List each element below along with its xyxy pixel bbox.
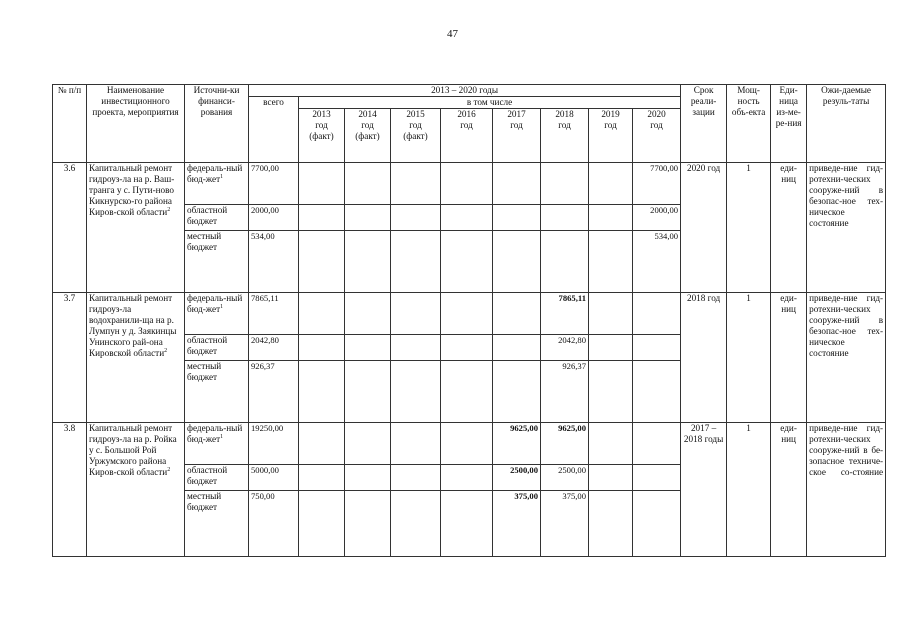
year-value-empty [299, 423, 345, 465]
table-row [53, 293, 886, 335]
header-year [589, 109, 633, 163]
year-value-empty [299, 335, 345, 361]
header-year [299, 109, 345, 163]
total-value: 2042,80 [249, 335, 299, 361]
funding-source: областной бюджет [187, 465, 228, 486]
header-year-line1: 2015 [406, 109, 425, 119]
header-year-line2: год [558, 120, 571, 130]
header-year [633, 109, 681, 163]
header-year-line2: год [361, 120, 374, 130]
year-value-empty [345, 231, 391, 293]
year-2018-value: 7865,11 [541, 293, 589, 335]
funding-source-cell [185, 163, 249, 205]
total-value: 926,37 [249, 361, 299, 423]
funding-source: местный бюджет [187, 231, 222, 252]
project-name-footnote: 2 [167, 466, 171, 473]
year-2017-value: 9625,00 [493, 423, 541, 465]
funding-source-cell [185, 491, 249, 557]
year-value-empty [345, 423, 391, 465]
year-value-empty [299, 231, 345, 293]
project-name-cell [87, 423, 185, 557]
project-result: приведе-ние гид-ротехни-ческих сооруже-ний в безопас-ное тех-ническое состояние [807, 163, 886, 293]
year-2020-value: 7700,00 [633, 163, 681, 205]
year-2017-value: 375,00 [493, 491, 541, 557]
table-row [53, 163, 886, 205]
year-value-empty [441, 491, 493, 557]
header-year-line1: 2014 [358, 109, 377, 119]
year-value-empty [345, 163, 391, 205]
project-capacity: 1 [727, 293, 771, 423]
year-value-empty [345, 361, 391, 423]
year-2020-value [633, 423, 681, 465]
total-value: 2000,00 [249, 205, 299, 231]
year-value-empty [589, 205, 633, 231]
header-year-line1: 2017 [507, 109, 526, 119]
year-2020-value: 2000,00 [633, 205, 681, 231]
funding-source: федераль-ный бюд-жет [187, 423, 243, 444]
year-value-empty [391, 423, 441, 465]
project-term: 2020 год [681, 163, 727, 293]
year-value-empty [441, 205, 493, 231]
header-year-line3: (факт) [355, 131, 380, 141]
year-value-empty [441, 361, 493, 423]
project-unit: еди-ниц [771, 423, 807, 557]
project-name: Капитальный ремонт гидроуз-ла на р. Ройка у с. Большой Рой Уржумского района Киров-ской области [89, 423, 177, 477]
year-2018-value: 9625,00 [541, 423, 589, 465]
year-2020-value [633, 361, 681, 423]
year-2017-value: 2500,00 [493, 465, 541, 491]
year-value-empty [299, 205, 345, 231]
year-value-empty [299, 361, 345, 423]
project-result: приведе-ние гид-ротехни-ческих сооруже-ний в бе-зопасное техниче-ское со-стояние [807, 423, 886, 557]
header-name: Наименование инвестиционного проекта, мероприятия [87, 85, 185, 163]
year-value-empty [299, 491, 345, 557]
funding-source-cell [185, 231, 249, 293]
total-value: 7865,11 [249, 293, 299, 335]
project-unit: еди-ниц [771, 293, 807, 423]
header-year [493, 109, 541, 163]
project-term: 2018 год [681, 293, 727, 423]
year-2018-value: 375,00 [541, 491, 589, 557]
header-year [441, 109, 493, 163]
year-value-empty [589, 335, 633, 361]
year-value-empty [391, 231, 441, 293]
year-value-empty [345, 465, 391, 491]
year-value-empty [345, 335, 391, 361]
funding-source: федераль-ный бюд-жет [187, 163, 243, 184]
header-capacity: Мощ-ность объ-екта [727, 85, 771, 163]
year-2020-value [633, 491, 681, 557]
header-year-line2: год [315, 120, 328, 130]
header-year-line3: (факт) [309, 131, 334, 141]
funding-source-cell [185, 361, 249, 423]
header-year [391, 109, 441, 163]
year-value-empty [589, 361, 633, 423]
project-name: Капитальный ремонт гидроуз-ла на р. Ваш-транга у с. Пути-ново Кикнурско-го района Киров-ской области [89, 163, 175, 217]
year-value-empty [441, 423, 493, 465]
project-name-footnote: 2 [167, 206, 171, 213]
year-2017-value [493, 361, 541, 423]
year-2017-value [493, 293, 541, 335]
funding-source-cell [185, 335, 249, 361]
project-result: приведе-ние гид-ротехни-ческих сооруже-ний в безопас-ное тех-ническое состояние [807, 293, 886, 423]
header-year-line1: 2013 [312, 109, 331, 119]
year-2020-value: 534,00 [633, 231, 681, 293]
year-value-empty [589, 491, 633, 557]
header-num: № п/п [53, 85, 87, 163]
total-value: 750,00 [249, 491, 299, 557]
header-year-line2: год [650, 120, 663, 130]
funding-source: федераль-ный бюд-жет [187, 293, 243, 314]
total-value: 5000,00 [249, 465, 299, 491]
year-2018-value [541, 163, 589, 205]
header-total: всего [249, 97, 299, 163]
funding-source-cell [185, 293, 249, 335]
funding-source: местный бюджет [187, 361, 222, 382]
header-term: Срок реали-зации [681, 85, 727, 163]
funding-source-footnote: 1 [220, 173, 224, 180]
year-value-empty [441, 231, 493, 293]
year-value-empty [441, 335, 493, 361]
header-source: Источни-ки финанси-рования [185, 85, 249, 163]
header-year-line1: 2020 [647, 109, 666, 119]
year-value-empty [299, 293, 345, 335]
header-year-line2: год [460, 120, 473, 130]
year-2020-value [633, 465, 681, 491]
header-year-line1: 2018 [555, 109, 574, 119]
total-value: 7700,00 [249, 163, 299, 205]
project-num: 3.7 [53, 293, 87, 423]
project-name-cell [87, 163, 185, 293]
year-2017-value [493, 335, 541, 361]
year-value-empty [391, 205, 441, 231]
funding-source-cell [185, 205, 249, 231]
header-year [541, 109, 589, 163]
project-name-footnote: 2 [164, 347, 168, 354]
header-year-line2: год [409, 120, 422, 130]
header-year [345, 109, 391, 163]
header-results: Ожи-даемые резуль-таты [807, 85, 886, 163]
project-name: Капитальный ремонт гидроуз-ла водохранили-ща на р. Лумпун у д. Заякинцы Унинского рай-она Кировской области [89, 293, 177, 358]
funding-source-footnote: 1 [220, 433, 224, 440]
year-value-empty [391, 491, 441, 557]
year-2018-value: 2042,80 [541, 335, 589, 361]
year-2017-value [493, 205, 541, 231]
header-year-line3: (факт) [403, 131, 428, 141]
total-value: 534,00 [249, 231, 299, 293]
total-value: 19250,00 [249, 423, 299, 465]
project-name-cell [87, 293, 185, 423]
funding-source: областной бюджет [187, 335, 228, 356]
year-value-empty [441, 465, 493, 491]
year-2020-value [633, 293, 681, 335]
header-year-line2: год [510, 120, 523, 130]
header-year-line2: год [604, 120, 617, 130]
year-2017-value [493, 231, 541, 293]
year-value-empty [299, 465, 345, 491]
project-num: 3.8 [53, 423, 87, 557]
year-2017-value [493, 163, 541, 205]
year-value-empty [589, 163, 633, 205]
year-2018-value: 926,37 [541, 361, 589, 423]
project-num: 3.6 [53, 163, 87, 293]
header-unit: Еди-ница из-ме-ре-ния [771, 85, 807, 163]
investment-table [52, 84, 886, 557]
header-period: 2013 – 2020 годы [249, 85, 681, 97]
year-value-empty [589, 231, 633, 293]
year-value-empty [391, 293, 441, 335]
year-value-empty [299, 163, 345, 205]
project-term: 2017 – 2018 годы [681, 423, 727, 557]
year-value-empty [589, 465, 633, 491]
funding-source-cell [185, 423, 249, 465]
year-value-empty [345, 205, 391, 231]
year-value-empty [441, 293, 493, 335]
page-number: 47 [447, 28, 458, 40]
project-unit: еди-ниц [771, 163, 807, 293]
header-year-line1: 2019 [601, 109, 620, 119]
year-value-empty [441, 163, 493, 205]
year-value-empty [391, 465, 441, 491]
funding-source-cell [185, 465, 249, 491]
project-capacity: 1 [727, 423, 771, 557]
funding-source-footnote: 1 [220, 303, 224, 310]
header-including: в том числе [299, 97, 681, 109]
year-value-empty [391, 335, 441, 361]
funding-source: местный бюджет [187, 491, 222, 512]
year-2020-value [633, 335, 681, 361]
year-2018-value [541, 205, 589, 231]
header-year-line1: 2016 [457, 109, 476, 119]
year-value-empty [589, 423, 633, 465]
year-value-empty [345, 293, 391, 335]
year-value-empty [391, 163, 441, 205]
project-capacity: 1 [727, 163, 771, 293]
year-value-empty [391, 361, 441, 423]
table-row [53, 423, 886, 465]
year-value-empty [345, 491, 391, 557]
year-2018-value [541, 231, 589, 293]
year-value-empty [589, 293, 633, 335]
funding-source: областной бюджет [187, 205, 228, 226]
year-2018-value: 2500,00 [541, 465, 589, 491]
